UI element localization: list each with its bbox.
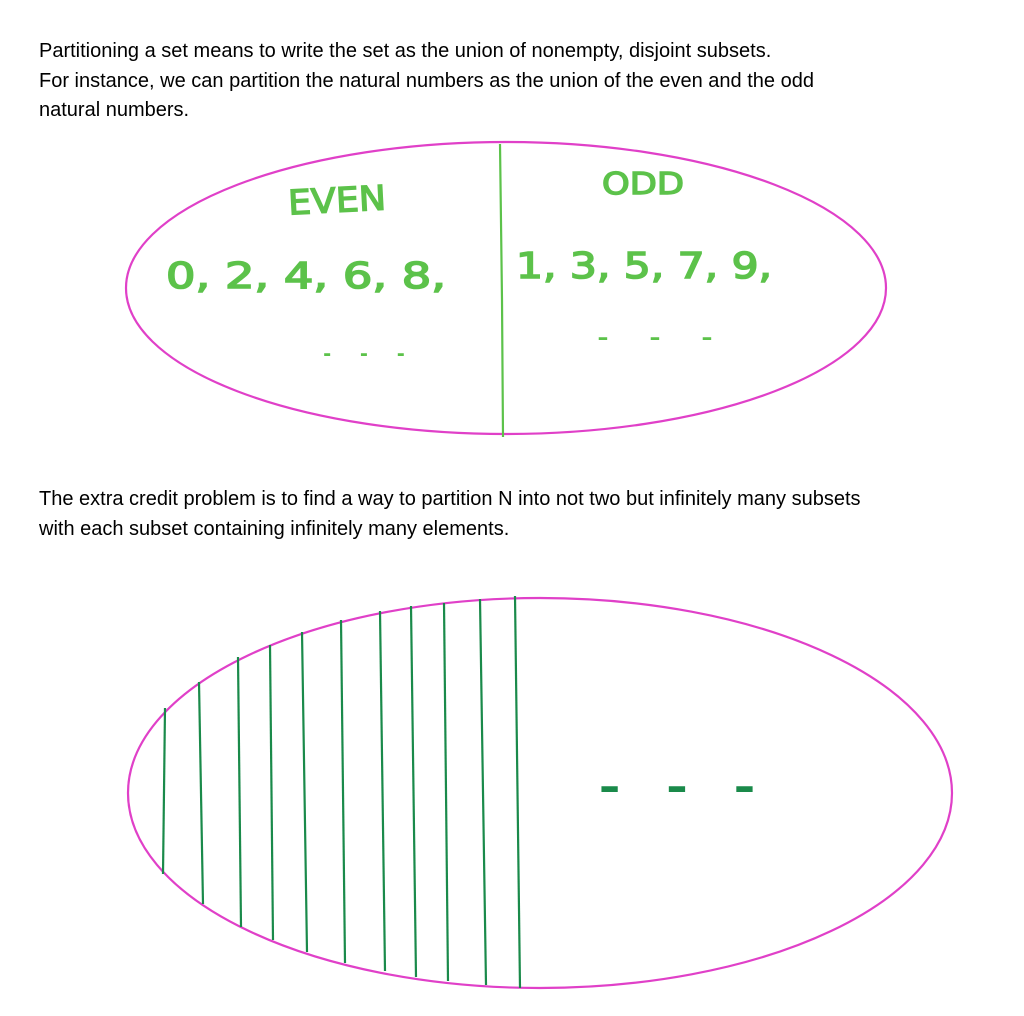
partition-line — [480, 599, 486, 985]
extra-credit-paragraph — [39, 485, 861, 544]
intro-line-3: natural numbers. — [39, 99, 190, 121]
partition-line — [444, 603, 448, 981]
partition-line — [302, 632, 307, 952]
partition-line — [238, 657, 241, 927]
partition-divider-line — [500, 144, 503, 437]
partition-lines — [163, 596, 520, 988]
intro-line-2: For instance, we can partition the natural numbers as the union of the even and the odd — [39, 69, 814, 92]
extra-credit-line-2: with each subset containing infinitely many elements. — [39, 517, 510, 540]
extra-credit-line-1: The extra credit problem is to find a way to partition N into not two but infinitely many subsets — [39, 488, 861, 510]
even-elements: 0, 2, 4, 6, 8, — [166, 256, 446, 297]
partition-line — [270, 645, 273, 940]
even-label: EVEN — [287, 178, 381, 224]
partition-line — [199, 682, 203, 904]
partition-line — [341, 620, 345, 963]
intro-paragraph — [39, 37, 814, 126]
partition-line — [163, 708, 165, 874]
intro-line-1: Partitioning a set means to write the set as the union of nonempty, disjoint subsets. — [39, 40, 772, 62]
partition-line — [411, 606, 416, 977]
even-odd-partition-figure — [0, 130, 1024, 450]
partition-line — [515, 596, 520, 988]
bottom-ellipsis: . . . — [592, 765, 762, 800]
odd-label: ODD — [602, 167, 684, 202]
odd-elements: 1, 3, 5, 7, 9, — [516, 246, 772, 287]
naturals-set-ellipse-bottom — [128, 598, 952, 988]
even-ellipsis: . . . — [318, 337, 410, 362]
infinite-partition-figure — [0, 580, 1024, 1000]
partition-line — [380, 611, 385, 971]
odd-ellipsis: . . . — [590, 321, 720, 346]
